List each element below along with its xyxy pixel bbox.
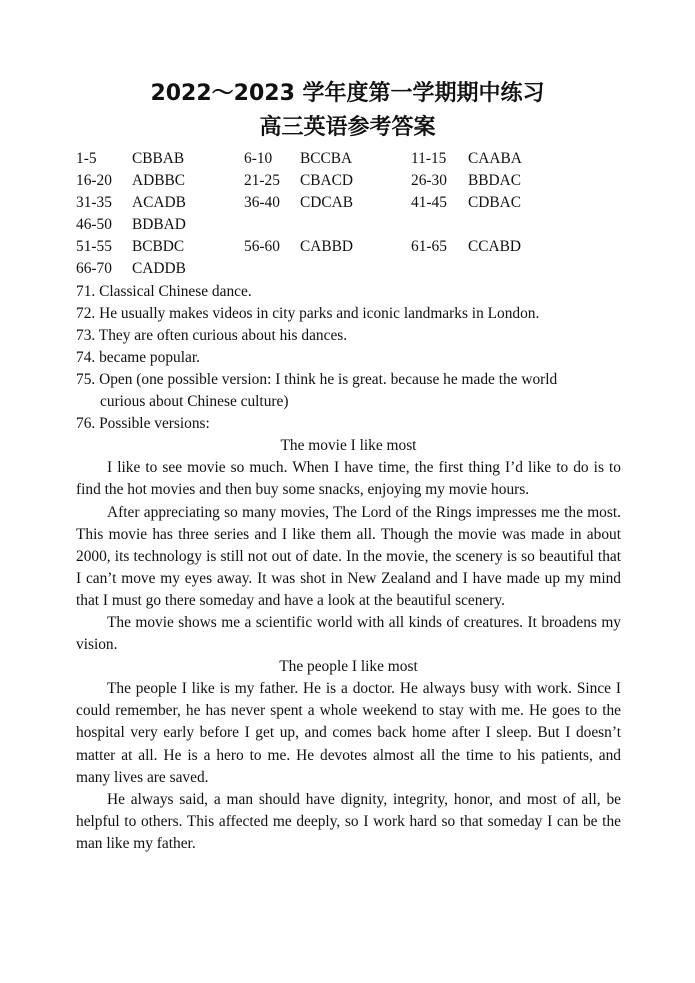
answer-row <box>76 170 621 192</box>
essay-paragraph: The people I like is my father. He is a doctor. He always busy with work. Since I could remember, he has never spent a whole weekend to stay with me. He goes to the hospital very early before I get up, and comes back home after I sleep. But I doesn’t matter at all. He is a hero to me. He devotes almost all the time to his patients, and many lives are saved. <box>76 680 621 786</box>
answer-range: 16-20 <box>76 172 112 190</box>
answer-row <box>76 214 621 236</box>
document-body <box>76 148 621 855</box>
answer-key: CDBAC <box>468 194 522 212</box>
essay-paragraph: The movie shows me a scientific world with all kinds of creatures. It broadens my vision. <box>76 613 621 654</box>
short-answer-75: 75. Open (one possible version: I think he is great. because he made the world <box>76 370 558 388</box>
answer-range: 41-45 <box>411 194 447 212</box>
answer-key: ADBBC <box>132 172 186 190</box>
answer-key: CCABD <box>468 238 522 256</box>
essay-paragraph: I like to see movie so much. When I have time, the first thing I’d like to do is to find the hot movies and then buy some snacks, enjoying my movie hours. <box>76 459 621 499</box>
answer-row <box>76 258 621 280</box>
short-answer-74: 74. became popular. <box>76 348 200 366</box>
answer-range: 46-50 <box>76 216 112 234</box>
answer-range: 36-40 <box>244 194 280 212</box>
writing-task-label: 76. Possible versions: <box>76 415 210 433</box>
answer-key-grid <box>76 148 621 281</box>
answer-key: CABBD <box>300 238 354 256</box>
answer-key: CAABA <box>468 150 522 167</box>
answer-key: CBBAB <box>132 150 185 167</box>
answer-range: 61-65 <box>411 238 447 256</box>
short-answer-71: 71. Classical Chinese dance. <box>76 282 252 300</box>
answer-range: 51-55 <box>76 238 112 256</box>
answer-key: CADDB <box>132 260 186 278</box>
answer-range: 21-25 <box>244 172 280 190</box>
short-answer-73: 73. They are often curious about his dances. <box>76 326 348 344</box>
answer-key: ACADB <box>132 194 186 212</box>
essay-heading-movie: The movie I like most <box>280 437 417 455</box>
page-subtitle: 高三英语参考答案 <box>259 115 436 140</box>
answer-range: 1-5 <box>76 150 97 167</box>
essay-paragraph: He always said, a man should have dignity, integrity, honor, and most of all, be helpful to others. This affected me deeply, so I work hard so that someday I can be the man like my father. <box>76 790 621 852</box>
answer-key: BCCBA <box>300 150 353 167</box>
short-answer-72: 72. He usually makes videos in city parks and iconic landmarks in London. <box>76 304 540 322</box>
answer-range: 66-70 <box>76 260 112 278</box>
essay-paragraph: After appreciating so many movies, The Lord of the Rings impresses me the most. This movie has three series and I like them all. Though the movie was made in about 2000, its technology is still not out of date. In the movie, the scenery is so beautiful that I can’t move my eyes away. It was shot in New Zealand and I have made up my mind that I must go there someday and have a look at the beautiful scenery. <box>76 503 621 609</box>
answer-range: 6-10 <box>244 150 273 167</box>
answer-key: CDCAB <box>300 194 354 212</box>
answer-range: 11-15 <box>411 150 447 167</box>
answer-key: BCBDC <box>132 238 185 256</box>
answer-row <box>76 192 621 214</box>
answer-key: BBDAC <box>468 172 522 190</box>
answer-key: CBACD <box>300 172 354 190</box>
answer-row <box>76 148 621 170</box>
page-title: 2022～2023 学年度第一学期期中练习 <box>150 81 545 106</box>
answer-range: 26-30 <box>411 172 447 190</box>
answer-key: BDBAD <box>132 216 186 234</box>
answer-range: 31-35 <box>76 194 112 212</box>
essay-heading-people: The people I like most <box>279 658 418 676</box>
answer-range: 56-60 <box>244 238 280 256</box>
short-answer-75-continued: curious about Chinese culture) <box>100 393 289 411</box>
answer-row <box>76 236 621 258</box>
